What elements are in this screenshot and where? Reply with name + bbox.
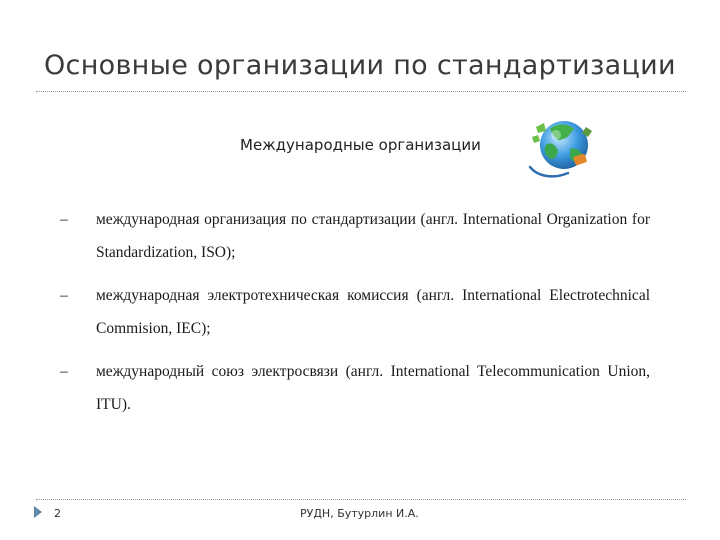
bullet-dash: – xyxy=(60,211,68,228)
list-item xyxy=(60,355,650,421)
organization-list xyxy=(60,203,650,431)
page-marker-icon xyxy=(33,505,43,519)
page-number: 2 xyxy=(54,507,61,520)
list-item xyxy=(60,203,650,269)
footer-divider xyxy=(36,499,686,500)
title-divider xyxy=(36,91,686,92)
section-subtitle: Международные организации xyxy=(240,136,481,154)
page-title: Основные организации по стандартизации xyxy=(44,50,676,81)
footer-text: РУДН, Бутурлин И.А. xyxy=(300,507,419,520)
list-item xyxy=(60,279,650,345)
bullet-dash: – xyxy=(60,363,68,380)
list-item-text: международная организация по стандартизации (англ. International Organization for Standardization, ISO); xyxy=(96,211,650,261)
bullet-dash: – xyxy=(60,287,68,304)
globe-icon xyxy=(524,113,596,181)
list-item-text: международная электротехническая комиссия (англ. International Electrotechnical Commision, IEC); xyxy=(96,287,650,337)
list-item-text: международный союз электросвязи (англ. International Telecommunication Union, ITU). xyxy=(96,363,650,413)
